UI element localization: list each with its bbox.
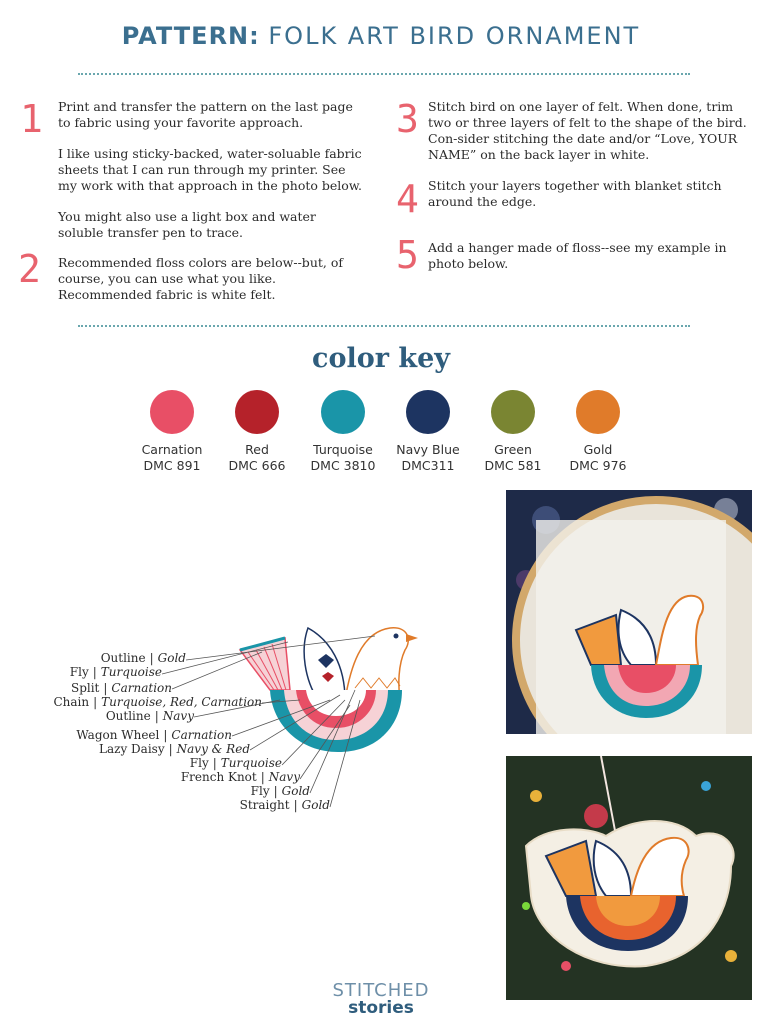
color-swatch <box>468 390 558 474</box>
swatch-code: DMC311 <box>401 458 455 473</box>
stitch-label <box>70 665 162 679</box>
stitch-name: Chain <box>53 695 90 709</box>
stitch-color: Turquoise, Red, Carnation <box>101 695 262 709</box>
swatch-name: Carnation <box>141 442 203 457</box>
stitch-name: Lazy Daisy <box>99 742 165 756</box>
stitch-name: Fly <box>69 665 89 679</box>
step-number-1: 1 <box>20 97 43 141</box>
stitch-color: Navy <box>268 770 300 784</box>
swatch-name: Gold <box>583 442 613 457</box>
stitch-label <box>76 728 232 742</box>
stitch-name: French Knot <box>180 770 257 784</box>
stitch-label <box>71 681 172 695</box>
step-number-4: 4 <box>396 177 419 221</box>
color-key-title: color key <box>312 343 450 374</box>
step-1-para-3: You might also use a light box and water soluble transfer pen to trace. <box>58 209 316 240</box>
stitch-separator: | <box>212 756 217 770</box>
hoop-photo-image <box>506 490 752 734</box>
swatch-circle <box>491 390 535 434</box>
step-3-para-1: Stitch bird on one layer of felt. When done, trim two or three layers of felt to the shape of the bird. Con-sider stitching the date and/or “Love, YOUR NAME” on the back layer in white. <box>428 99 747 162</box>
stitch-label <box>251 784 310 798</box>
stitch-name: Straight <box>239 798 290 812</box>
stitch-label <box>101 651 186 665</box>
stitch-separator: | <box>93 695 98 709</box>
stitch-separator: | <box>103 681 108 695</box>
step-2-text <box>58 255 363 318</box>
swatch-code: DMC 3810 <box>310 458 376 473</box>
step-1-text <box>58 99 363 256</box>
swatch-name: Turquoise <box>313 442 373 457</box>
swatch-code: DMC 976 <box>569 458 627 473</box>
swatch-code: DMC 891 <box>143 458 201 473</box>
step-number-2: 2 <box>18 247 41 291</box>
stitched-stories-logo <box>0 982 762 1017</box>
step-number-5: 5 <box>396 233 419 277</box>
step-1-para-2: I like using sticky-backed, water-soluable fabric sheets that I can run through my printer. See my work with that approach in the photo below. <box>58 146 363 193</box>
stitch-color: Navy <box>162 709 194 723</box>
stitch-color: Turquoise <box>100 665 162 679</box>
step-5-para-1: Add a hanger made of floss--see my example in photo below. <box>428 240 727 271</box>
stitch-name: Fly <box>250 784 270 798</box>
stitch-separator: | <box>293 798 298 812</box>
stitch-color: Turquoise <box>220 756 282 770</box>
title-bold: PATTERN: <box>121 22 260 50</box>
step-2-para-1: Recommended floss colors are below--but, of course, you can use what you like. Recommended fabric is white felt. <box>58 255 343 302</box>
swatch-circle <box>406 390 450 434</box>
stitch-label <box>99 742 250 756</box>
stitch-separator: | <box>260 770 265 784</box>
stitch-separator: | <box>163 728 168 742</box>
logo-line-2: stories <box>348 998 414 1018</box>
stitch-name: Split <box>70 681 100 695</box>
stitch-label <box>240 798 330 812</box>
stitch-separator: | <box>168 742 173 756</box>
stitch-label <box>53 695 262 709</box>
step-1-para-1: Print and transfer the pattern on the last page to fabric using your favorite approach. <box>58 99 353 130</box>
stitch-name: Outline <box>100 651 146 665</box>
swatch-name: Green <box>494 442 532 457</box>
stitch-name: Fly <box>189 756 209 770</box>
stitch-name: Outline <box>105 709 151 723</box>
color-swatch <box>553 390 643 474</box>
bird-tail <box>240 638 290 690</box>
swatch-circle <box>321 390 365 434</box>
step-number-3: 3 <box>396 97 419 141</box>
stitch-separator: | <box>149 651 154 665</box>
title-rest: FOLK ART BIRD ORNAMENT <box>268 22 641 50</box>
stitch-color: Gold <box>301 798 330 812</box>
stitch-color: Navy & Red <box>176 742 250 756</box>
hoop-photo <box>506 490 752 734</box>
color-swatch <box>298 390 388 474</box>
stitch-separator: | <box>92 665 97 679</box>
swatch-circle <box>576 390 620 434</box>
stitch-separator: | <box>154 709 159 723</box>
stitch-color: Carnation <box>111 681 172 695</box>
swatch-name: Navy Blue <box>396 442 460 457</box>
divider-middle <box>78 325 690 327</box>
stitch-name: Wagon Wheel <box>76 728 160 742</box>
swatch-circle <box>235 390 279 434</box>
ornament-photo <box>506 756 752 1000</box>
step-3-text <box>428 99 753 178</box>
color-swatch <box>383 390 473 474</box>
stitch-color: Gold <box>157 651 186 665</box>
divider-top <box>78 73 690 75</box>
step-4-para-1: Stitch your layers together with blanket stitch around the edge. <box>428 178 722 209</box>
stitch-color: Carnation <box>171 728 232 742</box>
swatch-name: Red <box>245 442 269 457</box>
stitch-separator: | <box>273 784 278 798</box>
logo-line-1: STITCHED <box>332 980 430 1001</box>
color-swatch <box>127 390 217 474</box>
stitch-label <box>181 770 300 784</box>
step-4-text <box>428 178 753 225</box>
stitch-label <box>106 709 194 723</box>
stitch-label <box>190 756 282 770</box>
swatch-code: DMC 666 <box>228 458 286 473</box>
color-swatch <box>212 390 302 474</box>
step-5-text <box>428 240 753 287</box>
stitch-color: Gold <box>281 784 310 798</box>
swatch-circle <box>150 390 194 434</box>
page-title <box>0 22 762 50</box>
swatch-code: DMC 581 <box>484 458 542 473</box>
ornament-photo-image <box>506 756 752 1000</box>
